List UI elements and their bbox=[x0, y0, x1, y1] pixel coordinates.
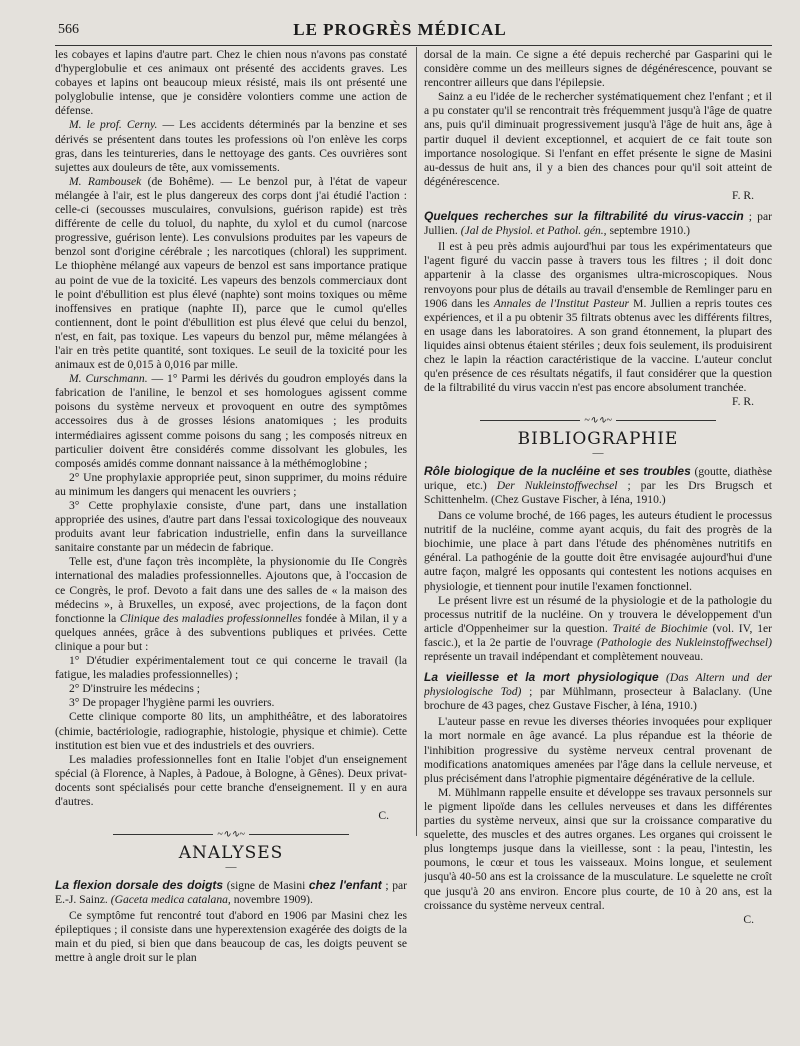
journal-title: LE PROGRÈS MÉDICAL bbox=[293, 20, 507, 39]
section-title-bibliographie: BIBLIOGRAPHIE bbox=[517, 428, 679, 449]
signature: F. R. bbox=[732, 188, 754, 202]
paragraph: Il est à peu près admis aujourd'hui par tous les expérimentateurs que l'agent figuré du vaccin passe à travers tous les filtres ; il doit donc appartenir à la classe des organismes ultra-microscopiques. Nous renvoyons pour plus de détails au travail d'ensemble de Remlinger paru en 1906 dans les Annales de l'Institut Pasteur M. Jullien a repris toutes ces expériences, et il a pu obtenir 35 filtrats obtenus avec les différents filtres, en usage dans les laboratoires. A son grand étonnement, la plupart des liquides ainsi obtenus étaient stériles ; deux fois seulement, ils produisirent chez le lapin la réaction caractéristique de la vaccine. L'auteur conclut qu'en présence de ces résultats négatifs, il faut considérer que la question de la filtrabilité du virus vaccin n'est pas encore absolument tranchée. bbox=[424, 240, 772, 395]
paragraph: Telle est, d'une façon très incomplète, la physionomie du IIe Congrès international des maladies professionnelles. Ajoutons que, à l'occasion de ce Congrès, le prof. Devoto a fait dans une des salles de « la maison des médecins », à Bruxelles, un exposé, avec projections, de la façon dont fonctionne la Clinique des maladies professionnelles fondée à Milan, il y a quelques années, grâce à des subventions publiques et privées. Cette clinique a pour but : bbox=[55, 555, 407, 653]
paragraph: M. Mühlmann rappelle ensuite et développe ses travaux personnels sur le pigment lipoïde dans les cellules nerveuses et dans les différentes parties du système nerveux, ainsi que sur la croissance comparative du squelette, des muscles et des autres organes. Les organes qui croissent le plus longtemps jusque dans la vieillesse, sont : la peau, l'intestin, les poumons, le cœur et tous les vaisseaux. Moins longue, et seulement jusqu'à 40-50 ans est la croissance de la musculature. Le squelette ne croît que jusqu'à 20 ans environ. Encore plus courte, de 10 à 20 ans, est la croissance du système nerveux central. bbox=[424, 785, 772, 912]
paragraph: 3° Cette prophylaxie consiste, d'une part, dans une installation appropriée des usines, d'autre part dans l'essai toxicologique des nouveaux produits avant leur fabrication industrielle, enfin dans la surveillance sanitaire constante par un médecin de fabrique. bbox=[55, 499, 407, 555]
paragraph: Les maladies professionnelles font en Italie l'objet d'un enseignement spécial (à Florence, à Naples, à Padoue, à Bologne, à Gênes). Deux privat-docents sont spécialisés pour cette branche d'enseignement. Il y en aura d'autres. bbox=[55, 752, 407, 808]
right-column bbox=[424, 48, 772, 1038]
paragraph: 1° D'étudier expérimentalement tout ce qui concerne le travail (la fatigue, les maladies professionnelles) ; bbox=[55, 654, 407, 682]
paragraph: les cobayes et lapins d'autre part. Chez le chien nous n'avons pas constaté d'hyperglobulie et ces animaux ont présenté des accidents graves. Les cobayes et lapins ont beaucoup mieux résisté, mais ils ont présenté une polyglobulie intense, que je considère volontiers comme une action de défense. bbox=[55, 48, 407, 118]
section-title-analyses: ANALYSES bbox=[178, 842, 284, 863]
signature: F. R. bbox=[732, 395, 754, 409]
signature: C. bbox=[378, 809, 389, 823]
header-rule bbox=[55, 45, 772, 46]
paragraph: Ce symptôme fut rencontré tout d'abord en 1906 par Masini chez les épileptiques ; il consiste dans une hyperextension exagérée des doigts de la main et du pied, si bien que dans beaucoup de cas, les doigts peuvent se mettre à angle droit sur le plan bbox=[55, 908, 407, 965]
paragraph: 2° D'instruire les médecins ; bbox=[69, 682, 201, 696]
section-dash: — bbox=[225, 860, 237, 873]
section-dash: — bbox=[592, 446, 604, 459]
article-heading: La vieillesse et la mort physiologique (Das Altern und der physiologische Tod) ; par Mühlmann, prosecteur à Balaclany. (Une brochure de 43 pages, chez Gustave Fischer, à Iéna, 1910.) bbox=[424, 670, 772, 713]
paragraph: 3° De propager l'hygiène parmi les ouvriers. bbox=[69, 696, 275, 710]
paragraph: dorsal de la main. Ce signe a été depuis recherché par Gasparini qui le considère comme un des meilleurs signes de dégénérescence, pouvant se rencontrer ailleurs que dans l'épilepsie. bbox=[424, 48, 772, 90]
paragraph: L'auteur passe en revue les diverses théories invoquées pour expliquer la mort normale en âge avancé. La plus répandue est la théorie de l'inhibition progressive du système nerveux central provenant de modifications anatomiques amenées par l'âge dans la cellule nerveuse, et plus précisément dans l'atrophie pigmentaire dégénérative de la cellule. bbox=[424, 715, 772, 785]
speaker-name: M. Rambousek bbox=[69, 174, 142, 188]
paragraph: M. Curschmann. — 1° Parmi les dérivés du goudron employés dans la fabrication de l'aniline, le benzol et ses homologues agissent comme poisons du système nerveux et provoquent en outre des symptômes accessoires dus à de grosses lésions anatomiques ; les produits intermédiaires agissent comme poisons du sang ; les composés nitreux en particulier doivent être considérés comme dissolvant les globules, les composés amidés comme donnant naissance à la méthémoglobine ; bbox=[55, 372, 407, 470]
article-heading: Quelques recherches sur la filtrabilité du virus-vaccin ; par Jullien. (Jal de Physiol. et Pathol. gén., septembre 1910.) bbox=[424, 209, 772, 238]
paragraph: Cette clinique comporte 80 lits, un amphithéâtre, et des laboratoires (chimie, bactériologie, radiographie, histologie, physique et chimie). Cette institution est bien vue et des industriels et des ouvriers. bbox=[55, 710, 407, 752]
paragraph: 2° Une prophylaxie appropriée peut, sinon supprimer, du moins réduire au minimum les dangers qui menacent les ouvriers ; bbox=[55, 470, 407, 498]
paragraph: Dans ce volume broché, de 166 pages, les auteurs étudient le processus nutritif de la nucléine, comme ayant acquis, du fait des progrès de la biochimie, une place à part dans l'étude des phénomènes nutritifs en général. La pathogénie de la goutte doit être envisagée aujourd'hui d'une autre façon, malgré les opposants qui contestent les notions acquises en physiologie, et tiennent pour inutile l'examen fonctionnel. bbox=[424, 509, 772, 593]
ornament-divider: ~∿∿~ bbox=[424, 417, 772, 423]
signature: C. bbox=[743, 912, 754, 926]
ornament-divider: ~∿∿~ bbox=[55, 831, 407, 837]
paragraph: M. Rambousek (de Bohême). — Le benzol pur, à l'état de vapeur mélangée à l'air, est le plus dangereux des corps dont j'ai étudié l'action : celle-ci (secousses musculaires, convulsions, guérison rapide) est très différente de celle du toluol, du naphte, du xylol et du cumol (narcose progressive, guérison lente). Les convulsions produites par les vapeurs de benzol sont d'origine cérébrale ; les narcotiques (chloral) les suppriment. Le thiophène mélangé aux vapeurs de benzol est sans importance pratique au point de vue de la toxicité. Les vapeurs des benzols commerciaux dont le point d'ébullition est plus élevé (naphte) sont moins toxiques ou même inoffensives en pratique (naphte II), parce que le cumol qu'elles contiennent, dont le point d'ébullition est plus élevé que celui du benzol, n'est, en fait, pas toxique. Les vapeurs du benzol pur, même mélangées à l'air en très petite quantité, sont toxiques. Le seuil de la toxicité pour les animaux est de 0,015 à 0,016 par mille. bbox=[55, 174, 407, 372]
paragraph: Le présent livre est un résumé de la physiologie et de la pathologie du processus nutritif de la nucléine. On y trouvera le développement d'un article d'Oppenheimer sur la question. Traité de Biochimie (vol. IV, 1er fascic.), et la 2e partie de l'ouvrage (Pathologie des Nukleinstoffwechsel) représente un travail indépendant et complètement nouveau. bbox=[424, 593, 772, 663]
paragraph: M. le prof. Cerny. — Les accidents déterminés par la benzine et ses dérivés se présentent dans toutes les professions où l'on enlève les corps gras, dans les teintureries, dans le nettoyage des gants. Ces ouvrières sont sujettes aux douleurs de tête, aux vomissements. bbox=[55, 118, 407, 174]
speaker-name: M. Curschmann. bbox=[69, 372, 148, 386]
article-heading: La flexion dorsale des doigts (signe de Masini chez l'enfant ; par E.-J. Sainz. (Gaceta medica catalana, novembre 1909). bbox=[55, 877, 407, 906]
column-divider bbox=[416, 47, 417, 836]
article-heading: Rôle biologique de la nucléine et ses troubles (goutte, diathèse urique, etc.) Der Nukleinstoffwechsel ; par les Drs Brugsch et Schittenhelm. (Chez Gustave Fischer, à Iéna, 1910.) bbox=[424, 463, 772, 506]
page-number: 566 bbox=[58, 22, 79, 37]
speaker-name: M. le prof. Cerny. bbox=[69, 118, 158, 132]
paragraph: Sainz a eu l'idée de le rechercher systématiquement chez l'enfant ; et il a pu constater qu'il se rencontrait très fréquemment jusqu'à l'âge de quatre ans, puis qu'il diminuait progressivement jusqu'à l'âge de huit ans, âge à partir duquel il devient exceptionnel, et acquiert de ce fait toute son importance nosologique. Si l'enfant en effet présente le signe de Masini au-dessus de huit ans, il y a bien des chances pour qu'il soit atteint de dégénérescence. bbox=[424, 90, 772, 188]
left-column bbox=[55, 48, 407, 1038]
